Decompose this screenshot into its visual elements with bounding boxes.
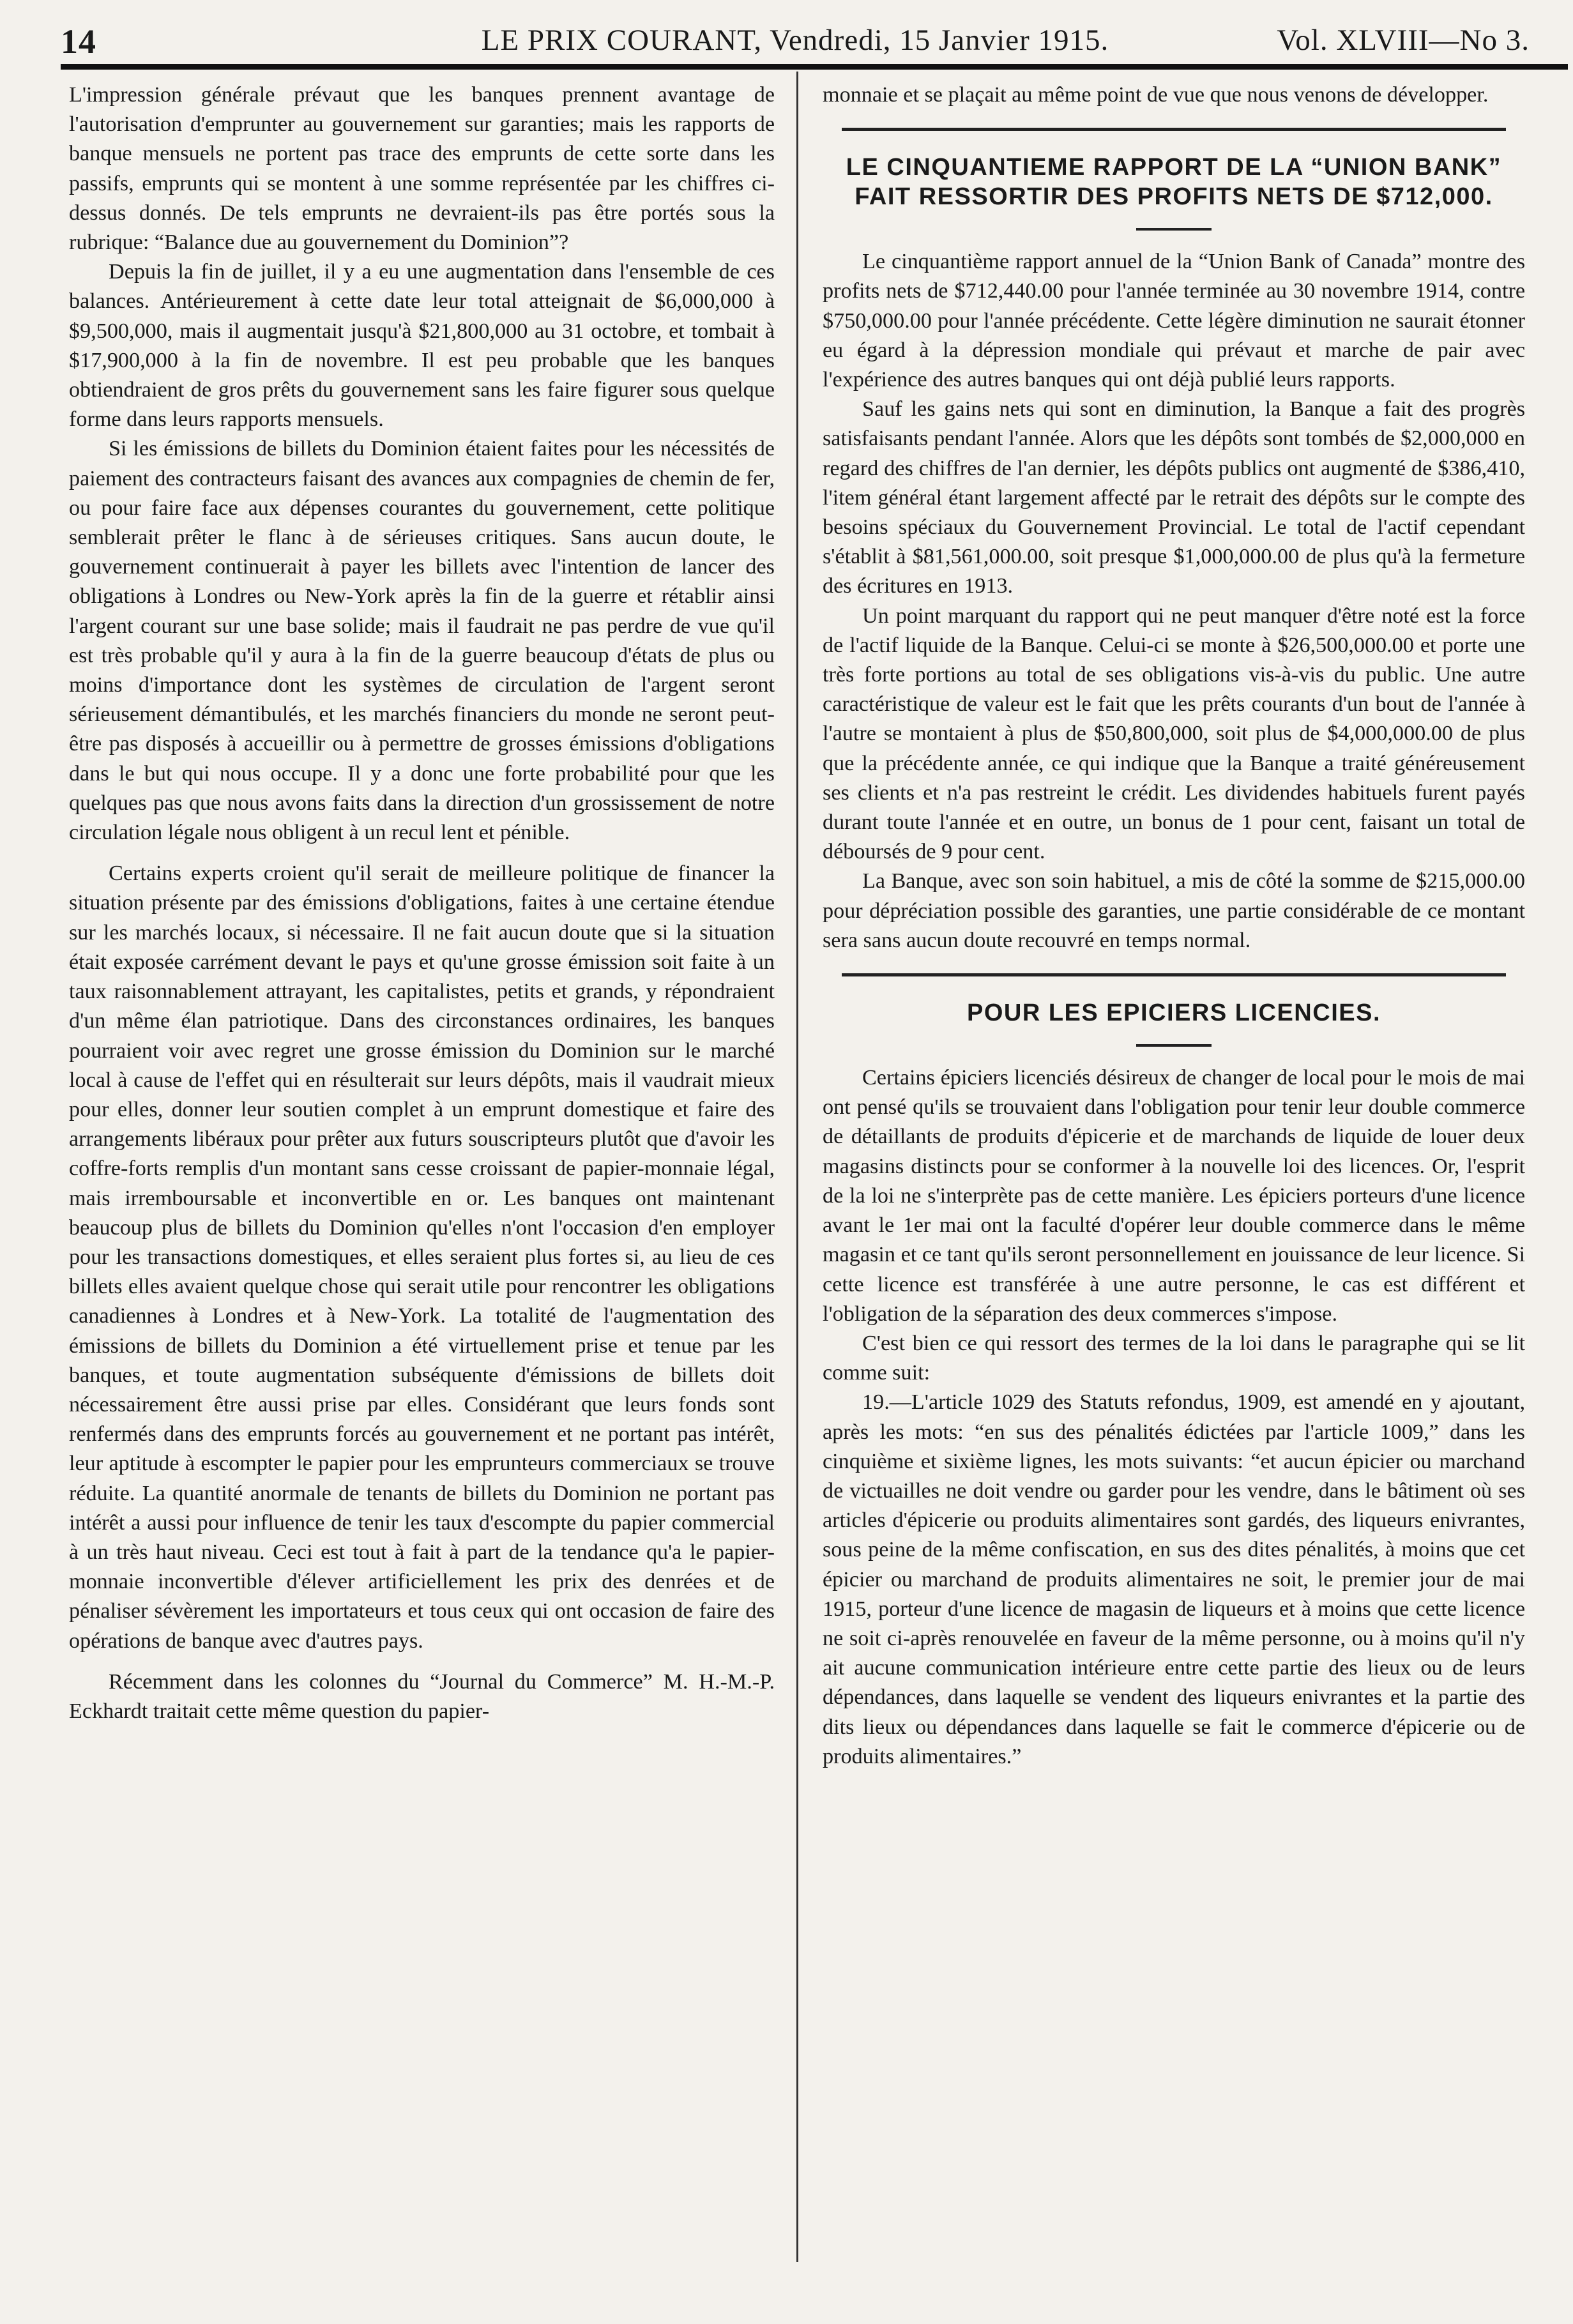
header-rule: [61, 64, 1568, 70]
section-rule: [842, 128, 1506, 131]
page-header: [61, 14, 1530, 64]
section-rule: [842, 973, 1506, 976]
article-paragraph: Un point marquant du rapport qui ne peut manquer d'être noté est la force de l'actif liquide de la Banque. Celui-ci se monte à $26,500,000.00 et porte une très forte portions au total de ses obligations vis-à-vis du public. Une autre caractéristique de valeur est le fait que les prêts courants d'un bout de l'année à l'autre se montaient à plus de $50,800,000, soit plus de $4,000,000.00 de plus que la précédente année, ce qui indique que la Banque a traité généreusement ses clients et n'a pas restreint le crédit. Les dividendes habituels furent payés durant toute l'année et en outre, un bonus de 1 pour cent, faisant un total de déboursés de 9 pour cent.: [823, 604, 1525, 864]
article-paragraph: 19.—L'article 1029 des Statuts refondus, 1909, est amendé en y ajoutant, après les mots: “en sus des pénalités édictées par l'article 1009,” dans les cinquième et sixième lignes, les mots suivants: “et aucun épicier ou marchand de victuailles ne doit vendre ou garder pour les vendre, dans le bâtiment où ses articles d'épicerie ou produits alimentaires sont gardés, des liqueurs enivrantes, sous peine de la même confiscation, en sus des dites pénalités, à moins que cet épicier ou marchand de produits alimentaires ne soit, le premier jour de mai 1915, porteur d'une licence de magasin de liqueurs et à moins que cette licence ne soit ci-après renouvelée en faveur de la même personne, ou à moins qu'il n'y ait aucune communication intérieure entre cette partie des lieux ou de leurs dépendances, dans laquelle se vendent des liqueurs enivrantes et la partie des dits lieux ou dépendances dans laquelle se fait le commerce d'épicerie ou de produits alimentaires.”: [823, 1390, 1525, 1768]
section-heading-union-bank: LE CINQUANTIEME RAPPORT DE LA “UNION BANK” FAIT RESSORTIR DES PROFITS NETS DE $712,000.: [846, 154, 1502, 211]
heading-underline: [1136, 228, 1212, 231]
left-column: [69, 80, 775, 1726]
section-heading-epiciers: POUR LES EPICIERS LICENCIES.: [967, 999, 1381, 1027]
right-column: [823, 80, 1525, 1772]
article-paragraph: Le cinquantième rapport annuel de la “Union Bank of Canada” montre des profits nets de $712,440.00 pour l'année terminée au 30 novembre 1914, contre $750,000.00 pour l'année précédente. Cette légère diminution ne saurait étonner eu égard à la dépression mondiale qui prévaut et marche de pair avec l'expérience des autres banques qui ont déjà publié leurs rapports.: [823, 250, 1525, 392]
volume-number: Vol. XLVIII—No 3.: [1277, 24, 1530, 57]
article-paragraph: Récemment dans les colonnes du “Journal du Commerce” M. H.-M.-P. Eckhardt traitait cette même question du papier-: [69, 1669, 775, 1723]
article-paragraph: Depuis la fin de juillet, il y a eu une augmentation dans l'ensemble de ces balances. Antérieurement à cette date leur total atteignait de $6,000,000 à $9,500,000, mais il augmentait jusqu'à $21,800,000 au 31 octobre, et tombait à $17,900,000 à la fin de novembre. Il est peu probable que les banques obtiendraient de gros prêts du gouvernement sans les faire figurer sous quelque forme dans leurs rapports mensuels.: [69, 260, 775, 432]
article-continuation: monnaie et se plaçait au même point de vue que nous venons de développer.: [823, 83, 1489, 107]
masthead-title: LE PRIX COURANT, Vendredi, 15 Janvier 1915.: [481, 24, 1109, 57]
column-divider: [796, 72, 798, 2262]
article-paragraph: Certains épiciers licenciés désireux de changer de local pour le mois de mai ont pensé qu'ils se trouvaient dans l'obligation pour tenir leur double commerce de détaillants de produits d'épicerie et de marchands de liquide de louer deux magasins distincts pour se conformer à la nouvelle loi des licences. Or, l'esprit de la loi ne s'interprète pas de cette manière. Les épiciers porteurs d'une licence avant le 1er mai ont la faculté d'opérer leur double commerce dans le même magasin et ce tant qu'ils seront personnellement en jouissance de leur licence. Si cette licence est transférée à une autre personne, le cas est différent et l'obligation de la séparation des deux commerces s'impose.: [823, 1066, 1525, 1326]
article-paragraph: Sauf les gains nets qui sont en diminution, la Banque a fait des progrès satisfaisants pendant l'année. Alors que les dépôts sont tombés de $2,000,000 en regard des chiffres de l'an dernier, les dépôts publics ont augmenté de $386,410, l'item général étant largement affecté par le retrait des dépôts sur le compte des besoins spéciaux du Gouvernement Provincial. Le total de l'actif cependant s'établit à $81,561,000.00, soit presque $1,000,000.00 de plus qu'à la fermeture des écritures en 1913.: [823, 397, 1525, 598]
article-paragraph: Si les émissions de billets du Dominion étaient faites pour les nécessités de paiement des contracteurs faisant des avances aux compagnies de chemin de fer, ou pour faire face aux dépenses courantes du gouvernement, cette politique semblerait prêter le flanc à de sérieuses critiques. Sans aucun doute, le gouvernement continuerait à payer les billets avec l'intention de lancer des obligations à Londres ou New-York après la fin de la guerre et rétablir ainsi l'argent courant sur une base solide; mais il faudrait ne pas perdre de vue qu'il est très probable qu'il y aura à la fin de la guerre beaucoup d'états de plus ou moins d'importance dont les systèmes de circulation de l'argent seront sérieusement démantibulés, et les marchés financiers du monde ne seront peut-être pas disposés à accueillir ou à permettre de grosses émissions d'obligations dans le but qui nous occupe. Il y a donc une forte probabilité pour que les quelques pas que nous avons faits dans la direction d'un grossissement de notre circulation légale nous obligent à un recul lent et pénible.: [69, 437, 775, 845]
article-paragraph: L'impression générale prévaut que les banques prennent avantage de l'autorisation d'emprunter au gouvernement sur garanties; mais les rapports de banque mensuels ne portent pas trace des emprunts de cette sorte dans les passifs, emprunts qui se montent à une somme représentée par les chiffres ci-dessus donnés. De tels emprunts ne devraient-ils pas être portés sous la rubrique: “Balance due au gouvernement du Dominion”?: [69, 83, 775, 255]
article-paragraph: Certains experts croient qu'il serait de meilleure politique de financer la situation présente par des émissions d'obligations, faites à une certaine étendue sur les marchés locaux, si nécessaire. Il ne fait aucun doute que si la situation était exposée carrément devant le pays et qu'une grosse émission soit faite à un taux raisonnablement attrayant, les capitalistes, petits et grands, y répondraient d'un même élan patriotique. Dans des circonstances ordinaires, les banques pourraient voir avec regret une grosse émission du Dominion sur le marché local à cause de l'effet qui en résulterait sur leurs dépôts, mais il vaudrait mieux pour elles, donner leur soutien complet à un emprunt domestique et faire des arrangements libéraux pour prêter aux futurs souscripteurs plutôt que d'avoir les coffre-forts remplis d'un montant sans cesse croissant de papier-monnaie légal, mais irremboursable et inconvertible en or. Les banques ont maintenant beaucoup plus de billets du Dominion qu'elles n'ont l'occasion d'en employer pour les transactions domestiques, et elles seraient plus fortes si, au lieu de ces billets elles avaient quelque chose qui serait utile pour rencontrer les obligations canadiennes à Londres et à New-York. La totalité de l'augmentation des émissions de billets du Dominion a été virtuellement prise et tenue par les banques, et toute augmentation subséquente d'émissions de billets doit nécessairement être aussi prise par elles. Considérant que leurs fonds sont renfermés dans des emprunts forcés au gouvernement et ne portant pas intérêt, leur aptitude à escompter le papier pour les emprunteurs commerciaux se trouve réduite. La quantité anormale de tenants de billets du Dominion ne portant pas intérêt a aussi pour influence de tenir les taux d'escompte du papier commercial à un très haut niveau. Ceci est tout à fait à part de la tendance qu'a le papier-monnaie inconvertible d'élever artificiellement les prix des denrées et de pénaliser sévèrement les importateurs et tous ceux qui ont occasion de faire des opérations de banque avec d'autres pays.: [69, 862, 775, 1653]
article-paragraph: La Banque, avec son soin habituel, a mis de côté la somme de $215,000.00 pour dépréciation possible des garanties, une partie considérable de ce montant sera sans aucun doute recouvré en temps normal.: [823, 869, 1525, 952]
article-paragraph: C'est bien ce qui ressort des termes de la loi dans le paragraphe qui se lit comme suit:: [823, 1331, 1525, 1385]
page-number: 14: [61, 22, 96, 61]
heading-underline: [1136, 1044, 1212, 1047]
